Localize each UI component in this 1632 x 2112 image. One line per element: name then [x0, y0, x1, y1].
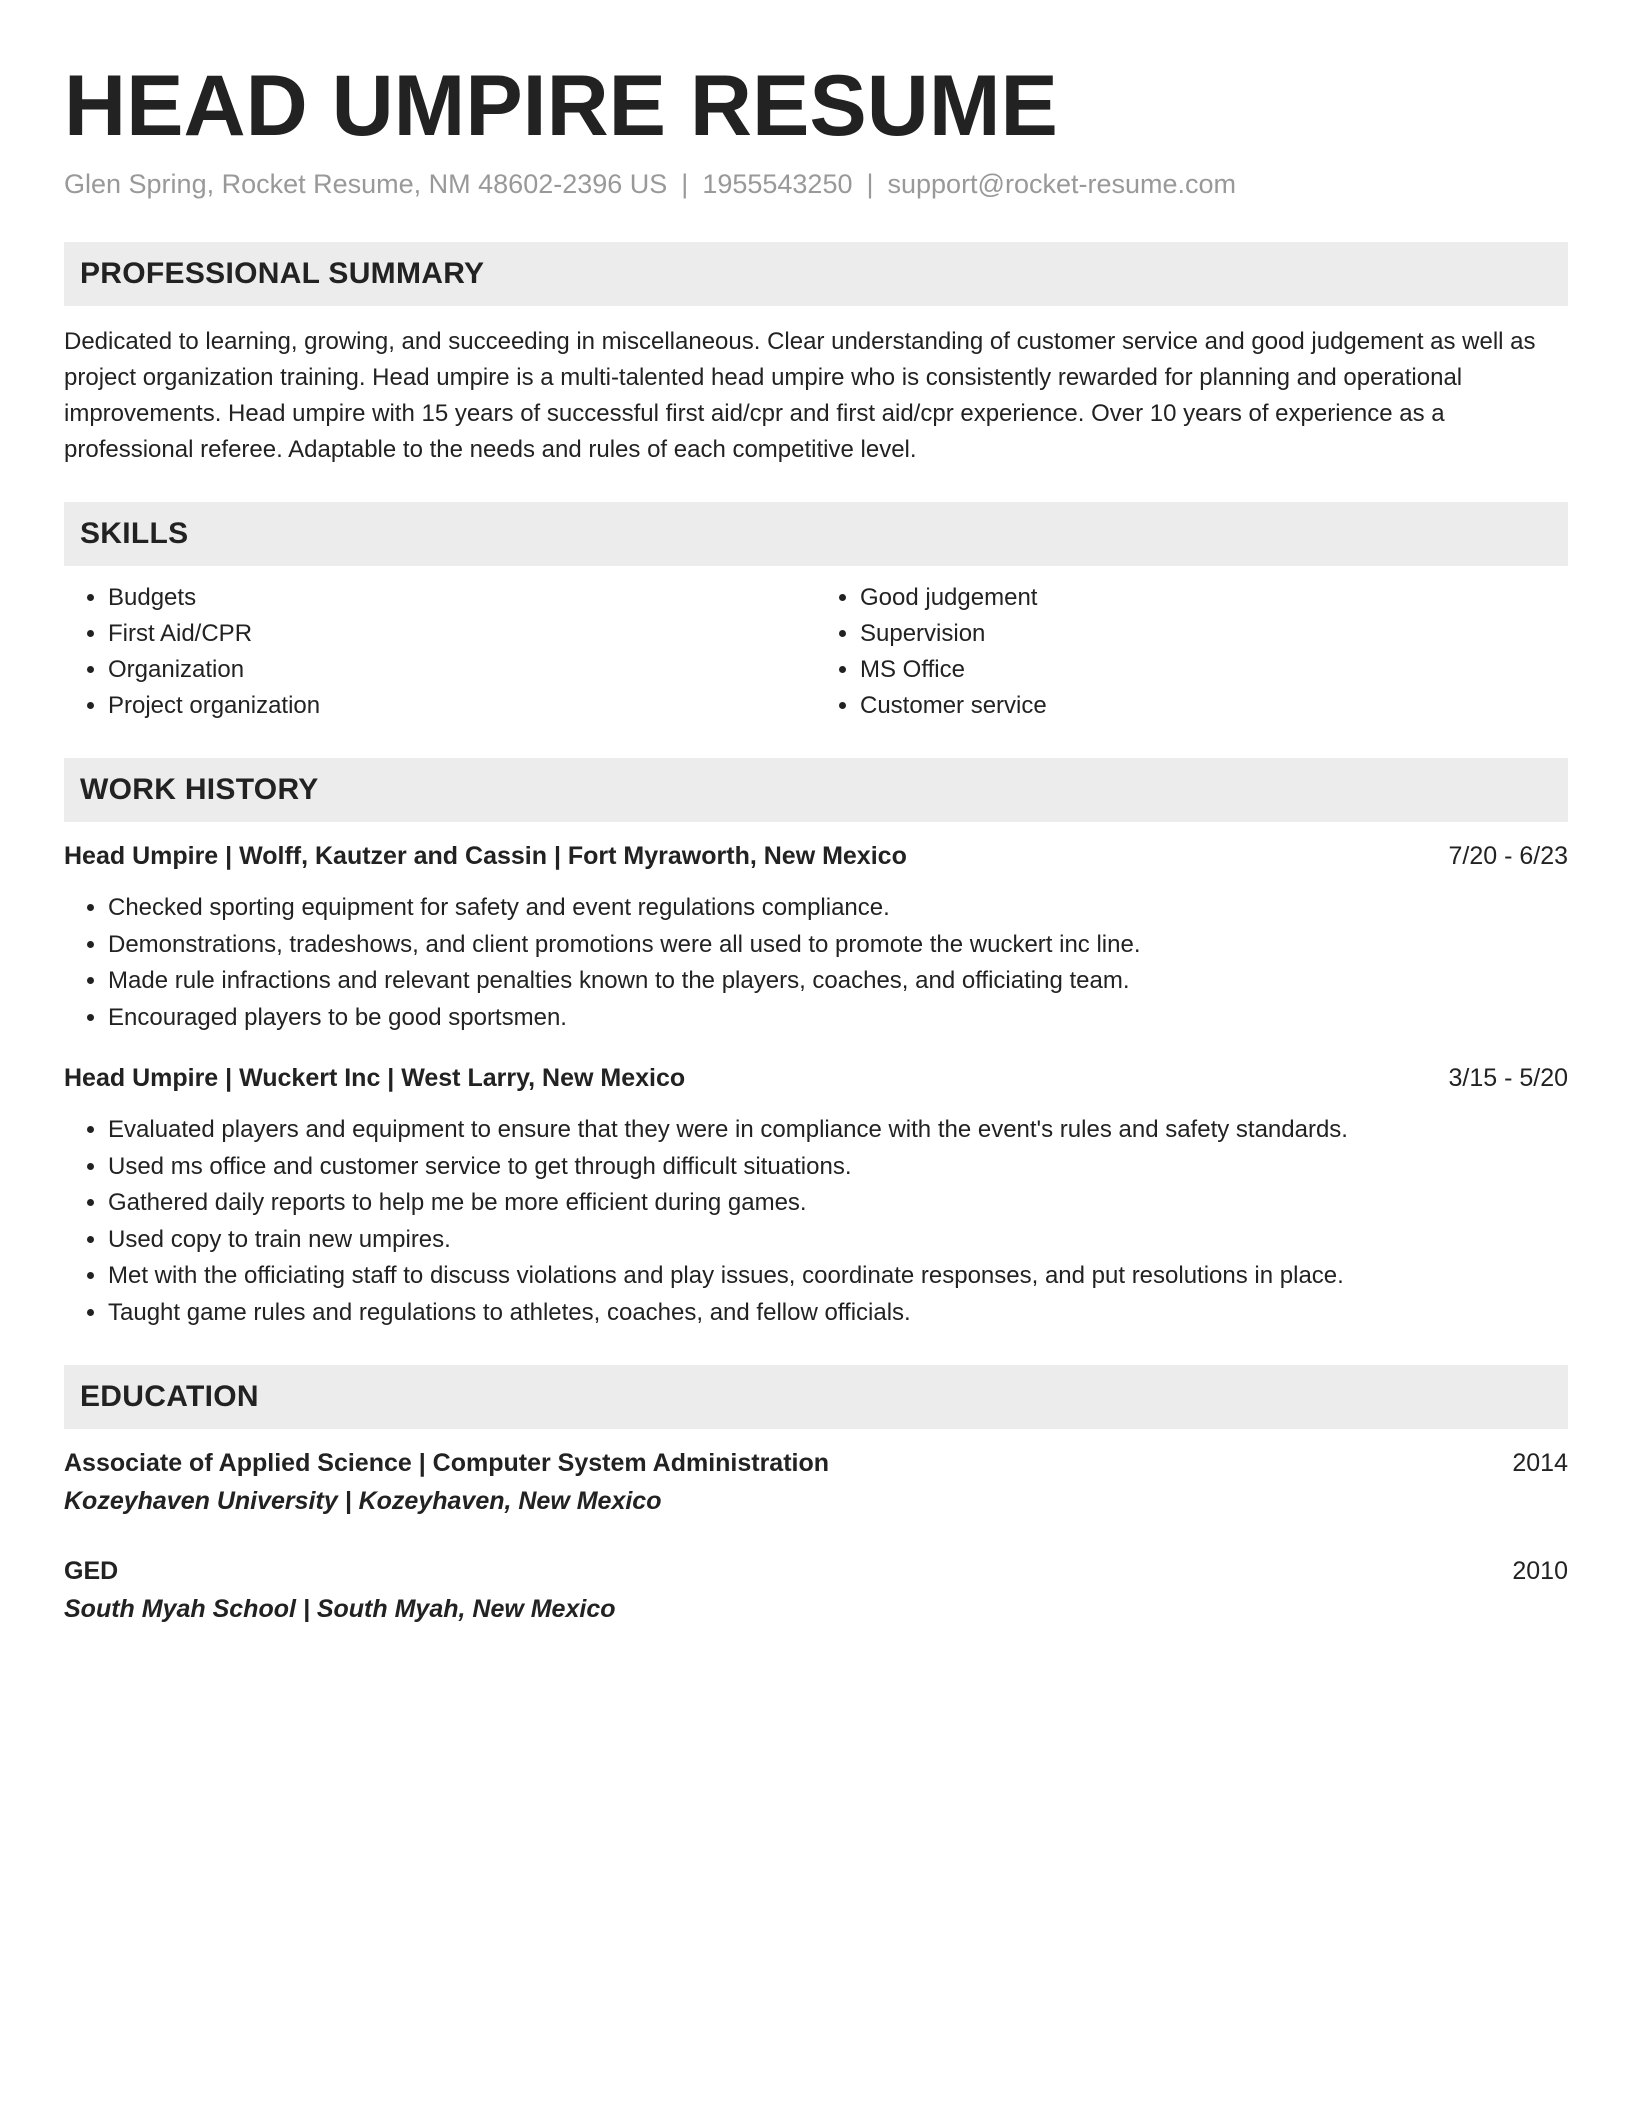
skills-grid [64, 580, 1568, 724]
job-heading-row [64, 1060, 1568, 1096]
education-school: Kozeyhaven University | Kozeyhaven, New Mexico [64, 1487, 662, 1515]
job-bullet: • Demonstrations, tradeshows, and client promotions were all used to promote the wuckert inc line. [108, 927, 1568, 964]
job-heading: Head Umpire | Wolff, Kautzer and Cassin | Fort Myraworth, New Mexico [64, 842, 907, 870]
job-bullet: • Made rule infractions and relevant penalties known to the players, coaches, and officiating team. [108, 963, 1568, 1000]
summary-text: Dedicated to learning, growing, and succeeding in miscellaneous. Clear understanding of customer service and good judgement as well as project organization training. Head umpire is a multi-talented head umpire who is consistently rewarded for planning and operational improvements. Head umpire with 15 years of successful first aid/cpr and first aid/cpr experience. Over 10 years of experience as a professional referee. Adaptable to the needs and rules of each competitive level. [64, 328, 1536, 463]
skills-section [64, 502, 1568, 724]
contact-separator: | [681, 169, 689, 199]
job-entry [64, 1060, 1568, 1331]
job-bullet: • Encouraged players to be good sportsmen. [108, 1000, 1568, 1037]
skills-title: SKILLS [80, 517, 189, 550]
skill-item: • MS Office [860, 652, 1568, 688]
summary-section [64, 242, 1568, 468]
job-dates: 7/20 - 6/23 [1448, 842, 1568, 870]
skills-column-left [64, 580, 816, 724]
contact-line [64, 166, 1568, 202]
contact-separator: | [866, 169, 874, 199]
job-bullet: • Taught game rules and regulations to athletes, coaches, and fellow officials. [108, 1295, 1568, 1332]
job-heading: Head Umpire | Wuckert Inc | West Larry, New Mexico [64, 1064, 686, 1092]
education-year: 2010 [1512, 1557, 1568, 1585]
education-section [64, 1365, 1568, 1627]
work-section [64, 758, 1568, 1331]
education-degree: GED [64, 1557, 119, 1585]
resume-page [64, 56, 1568, 1627]
job-heading-row [64, 838, 1568, 874]
education-title: EDUCATION [80, 1380, 259, 1413]
job-entry [64, 838, 1568, 1036]
skill-item: • Supervision [860, 616, 1568, 652]
skill-item: • Budgets [108, 580, 816, 616]
skills-header [64, 502, 1568, 566]
skills-column-right [816, 580, 1568, 724]
education-row [64, 1553, 1568, 1589]
job-bullet: • Checked sporting equipment for safety and event regulations compliance. [108, 890, 1568, 927]
education-entry [64, 1553, 1568, 1627]
education-school: South Myah School | South Myah, New Mexico [64, 1595, 616, 1623]
work-title: WORK HISTORY [80, 773, 319, 806]
resume-title: HEAD UMPIRE RESUME [64, 58, 1058, 154]
job-bullet: • Used ms office and customer service to get through difficult situations. [108, 1149, 1568, 1186]
contact-phone: 1955543250 [702, 169, 853, 199]
skill-item: • Organization [108, 652, 816, 688]
work-header [64, 758, 1568, 822]
education-degree: Associate of Applied Science | Computer System Administration [64, 1449, 830, 1477]
contact-address: Glen Spring, Rocket Resume, NM 48602-2396 US [64, 169, 668, 199]
job-bullet: • Gathered daily reports to help me be more efficient during games. [108, 1185, 1568, 1222]
job-bullet: • Evaluated players and equipment to ensure that they were in compliance with the event's rules and safety standards. [108, 1112, 1568, 1149]
contact-email: support@rocket-resume.com [887, 169, 1237, 199]
skill-item: • First Aid/CPR [108, 616, 816, 652]
job-bullets [64, 1112, 1568, 1331]
skill-item: • Customer service [860, 688, 1568, 724]
job-bullets [64, 890, 1568, 1036]
job-dates: 3/15 - 5/20 [1448, 1064, 1568, 1092]
skill-item: • Project organization [108, 688, 816, 724]
job-bullet: • Used copy to train new umpires. [108, 1222, 1568, 1259]
education-year: 2014 [1512, 1449, 1568, 1477]
summary-title: PROFESSIONAL SUMMARY [80, 257, 485, 290]
skill-item: • Good judgement [860, 580, 1568, 616]
education-row [64, 1445, 1568, 1481]
summary-header [64, 242, 1568, 306]
education-header [64, 1365, 1568, 1429]
education-entry [64, 1445, 1568, 1519]
job-bullet: • Met with the officiating staff to discuss violations and play issues, coordinate responses, and put resolutions in place. [108, 1258, 1568, 1295]
